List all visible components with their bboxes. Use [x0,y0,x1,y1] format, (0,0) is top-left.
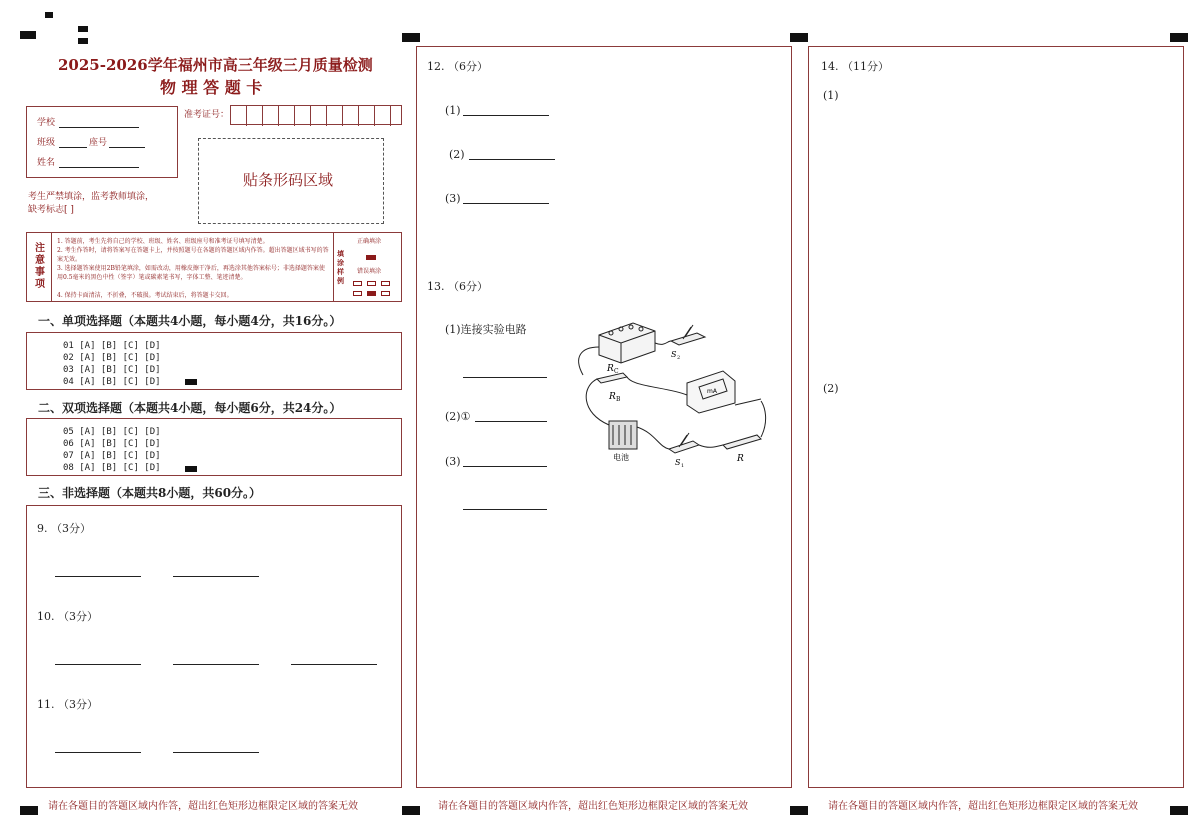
wrong-fill-samples [353,281,395,287]
choice-row-02[interactable]: 02 [A] [B] [C] [D] [63,353,161,363]
q9-answer-2[interactable] [173,576,259,577]
position-mark [20,31,36,39]
position-mark [45,12,53,18]
q11-answer-1[interactable] [55,752,141,753]
choice-row-05[interactable]: 05 [A] [B] [C] [D] [63,427,161,437]
section3-box [26,505,402,788]
position-mark [78,26,88,32]
q13-answer-4[interactable] [463,509,547,510]
position-mark [402,806,420,815]
section1-title: 一、单项选择题（本题共4小题，每小题4分，共16分。） [38,314,342,328]
section3-title: 三、非选择题（本题共8小题，共60分。） [38,486,262,500]
s2-sub: 2 [677,355,681,361]
q12-part1-label: (1) [445,104,461,117]
q13-answer-2[interactable] [475,421,547,422]
rc-sub: C [614,368,619,375]
column3-answer-box [808,46,1184,788]
q10-answer-3[interactable] [291,664,377,665]
choice-row-03[interactable]: 03 [A] [B] [C] [D] [63,365,161,375]
q12-part2-label: (2) [449,148,465,161]
q10-answer-2[interactable] [173,664,259,665]
position-mark [402,33,420,42]
footer-note-col2: 请在各题目的答题区域内作答，超出红色矩形边框限定区域的答案无效 [438,801,748,812]
fill-example-label: 填涂样例 [337,249,344,285]
correct-fill-sample [366,255,376,260]
notice-label: 注意事项 [35,243,45,290]
position-mark [1170,806,1188,815]
wrong-fill-label: 错误填涂 [357,268,382,275]
question-13-label: 13. （6分） [427,280,488,293]
q13-part3-label: (3) [445,455,461,468]
s2-label: S [671,350,677,359]
notice-item-3: 3. 选择题答案使用2B铅笔填涂，如需改动，用橡皮擦干净后，再选涂其他答案标号；非选择题答案使用0.5毫米的黑色中性（签字）笔或碳素笔书写，字体工整、笔迹清楚。 [57,265,325,281]
q14-part1-label: (1) [823,89,839,102]
q13-part2-label: (2)① [445,410,471,423]
notice-item-4: 4. 保持卡面清洁，不折叠，不破损。考试结束后，将答题卡交回。 [57,292,233,299]
choice-row-07[interactable]: 07 [A] [B] [C] [D] [63,451,161,461]
q11-answer-2[interactable] [173,752,259,753]
position-mark [790,33,808,42]
absent-note-line2: 缺考标志[ ] [28,205,74,215]
q14-part2-label: (2) [823,382,839,395]
school-label: 学校 [37,118,56,128]
q13-answer-1[interactable] [463,377,547,378]
school-field[interactable] [59,127,139,128]
page-title: 2025-2026学年福州市高三年级三月质量检测 [58,56,373,74]
footer-note-col3: 请在各题目的答题区域内作答，超出红色矩形边框限定区域的答案无效 [828,801,1138,812]
q9-answer-1[interactable] [55,576,141,577]
question-12-label: 12. （6分） [427,60,488,73]
column2-answer-box [416,46,792,788]
choice-row-08[interactable]: 08 [A] [B] [C] [D] [63,463,161,473]
question-14-label: 14. （11分） [821,60,889,73]
section2-title: 二、双项选择题（本题共4小题，每小题6分，共24分。） [38,401,342,415]
position-mark [20,806,38,815]
student-info-box [26,106,178,178]
correct-fill-label: 正确填涂 [357,238,382,245]
s1-label: S [675,458,681,467]
q12-answer-2[interactable] [469,159,555,160]
meter-label: mA [707,388,717,395]
choice-row-04[interactable]: 04 [A] [B] [C] [D] [63,377,161,387]
notice-item-2: 2. 考生作答时，请将答案写在答题卡上，并按照题号在各题的答题区域内作答。超出答题区域书写的答案无效。 [57,247,329,263]
q13-answer-3[interactable] [463,466,547,467]
question-9-label: 9. （3分） [37,522,91,535]
circuit-diagram [575,317,771,467]
class-field[interactable] [59,147,87,148]
position-mark [78,38,88,44]
notice-box [26,232,402,302]
position-mark [1170,33,1188,42]
rb-label: R [609,392,616,402]
q10-answer-1[interactable] [55,664,141,665]
choice-row-06[interactable]: 06 [A] [B] [C] [D] [63,439,161,449]
absent-note-line1: 考生严禁填涂，监考教师填涂， [28,192,155,202]
q13-part1-label: (1)连接实验电路 [445,323,527,336]
notice-item-1: 1. 答题前，考生先将自己的学校、班级、姓名、班级座号和准考证号填写清楚。 [57,238,269,245]
section1-box [26,332,402,390]
page-subtitle: 物 理 答 题 卡 [160,78,263,97]
exam-id-grid[interactable] [230,105,402,125]
q12-answer-3[interactable] [463,203,549,204]
q12-part3-label: (3) [445,192,461,205]
section2-box [26,418,402,476]
q12-answer-1[interactable] [463,115,549,116]
seat-label: 座号 [89,138,108,148]
question-10-label: 10. （3分） [37,610,98,623]
row-mark [185,379,197,385]
seat-field[interactable] [109,147,145,148]
battery-label: 电池 [613,453,629,462]
class-label: 班级 [37,138,56,148]
choice-row-01[interactable]: 01 [A] [B] [C] [D] [63,341,161,351]
name-field[interactable] [59,167,139,168]
s1-sub: 1 [681,463,685,467]
r-label: R [737,454,744,464]
rb-sub: B [616,396,621,403]
question-11-label: 11. （3分） [37,698,98,711]
name-label: 姓名 [37,158,56,168]
row-mark [185,466,197,472]
footer-note-col1: 请在各题目的答题区域内作答，超出红色矩形边框限定区域的答案无效 [48,801,358,812]
rc-label: R [607,364,614,374]
barcode-area-label: 贴条形码区域 [243,171,334,189]
position-mark [790,806,808,815]
barcode-area [198,138,384,224]
exam-id-label: 准考证号： [184,110,230,120]
